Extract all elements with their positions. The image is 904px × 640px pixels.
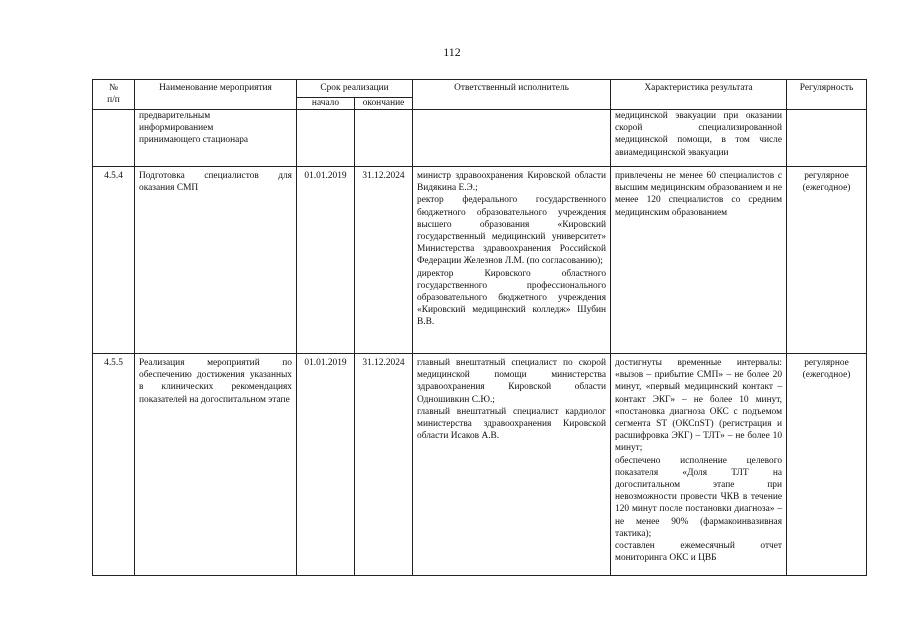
row-executor [413,110,611,167]
table-row [93,110,867,167]
row-result: достигнуты временные интервалы: «вызов – прибытие СМП» – не более 20 минут, «первый медицинский контакт – контакт ЭКГ» – не более 10 минут, «постановка диагноза ОКС с подъемом сегмента ST (ОКСпST) (регистрация и расшифровка ЭКГ) – ТЛТ» – не более 10 минут; обеспечено исполнение целевого показателя «Доля ТЛТ на догоспитальном этапе при невозможности провести ЧКВ в течение 120 минут после постановки диагноза» – не менее 90% (фармакоинвазивная тактика); составлен ежемесячный отчет мониторинга ОКС и ЦВБ [611,354,787,576]
row-result: медицинской эвакуации при оказании скорой специализированной медицинской помощи, в том числе авиамедицинской эвакуации [611,110,787,167]
header-num: № п/п [93,80,135,110]
header-result: Характеристика результата [611,80,787,110]
row-executor: главный внештатный специалист по скорой медицинской помощи министерства здравоохранения Кировской области Одношивкин С.Ю.; главный внештатный специалист кардиолог министерства здравоохранения Кировской области Исаков А.В. [413,354,611,576]
header-start: начало [297,98,355,110]
row-result: привлечены не менее 60 специалистов с высшим медицинским образованием и не менее 120 специалистов со средним медицинским образованием [611,167,787,354]
row-start [297,110,355,167]
row-num [93,110,135,167]
header-executor: Ответственный исполнитель [413,80,611,110]
row-name: Реализация мероприятий по обеспечению достижения указанных в клинических рекомендациях показателей на догоспитальном этапе [135,354,297,576]
row-end: 31.12.2024 [355,354,413,576]
row-executor: министр здравоохранения Кировской области Видякина Е.Э.; ректор федерального государственного бюджетного образовательного учреждения высшего образования «Кировский государственный медицинский университет» Министерства здравоохранения Российской Федерации Железнов Л.М. (по согласованию); директор Кировского областного государственного профессионального образовательного бюджетного учреждения «Кировский медицинский колледж» Шубин В.В. [413,167,611,354]
row-end: 31.12.2024 [355,167,413,354]
header-regularity: Регулярность [787,80,867,110]
table-row [93,354,867,576]
activities-table [92,79,867,576]
row-regularity: регулярное (ежегодное) [787,167,867,354]
row-num: 4.5.4 [93,167,135,354]
page-number: 112 [443,45,461,59]
row-end [355,110,413,167]
row-regularity [787,110,867,167]
header-end: окончание [355,98,413,110]
row-start: 01.01.2019 [297,354,355,576]
row-num: 4.5.5 [93,354,135,576]
row-name: Подготовка специалистов для оказания СМП [135,167,297,354]
header-name: Наименование мероприятия [135,80,297,110]
header-term: Срок реализации [297,80,413,98]
row-start: 01.01.2019 [297,167,355,354]
table-row [93,167,867,354]
row-name: предварительным информированием принимающего стационара [135,110,297,167]
row-regularity: регулярное (ежегодное) [787,354,867,576]
